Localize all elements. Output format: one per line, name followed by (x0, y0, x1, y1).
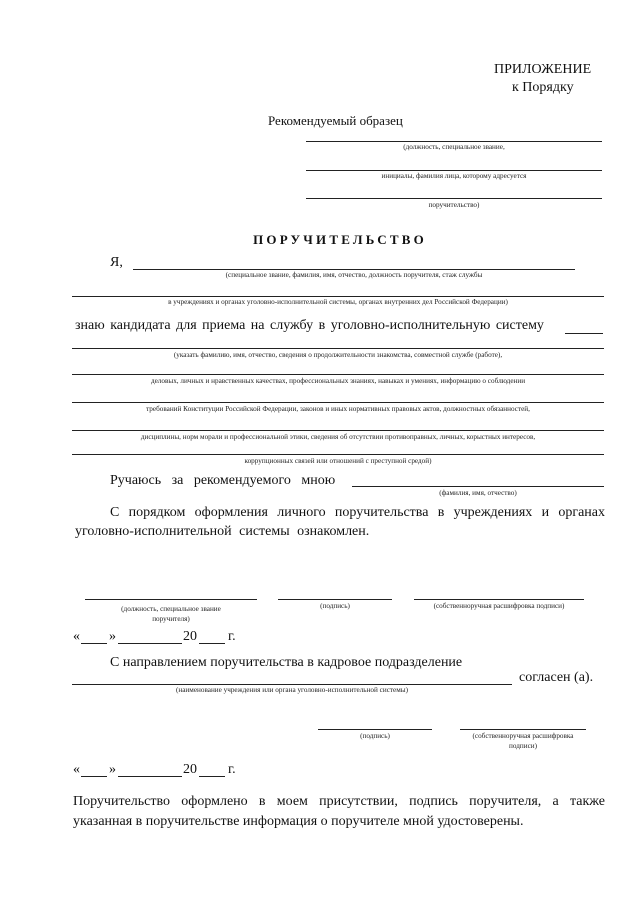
i-label: Я, (110, 255, 123, 270)
info-hint-3: требований Конституции Российской Федерации, законов и иных нормативных правовых актов, должностных обязанностей, (146, 405, 530, 413)
guarantor-position-hint-1: (должность, специальное звание (121, 605, 221, 613)
info-hint-5: коррупционных связей или отношений с преступной средой) (244, 457, 432, 465)
document-title: ПОРУЧИТЕЛЬСТВО (253, 232, 427, 247)
vouch-name-hint: (фамилия, имя, отчество) (439, 489, 517, 497)
guarantor-hint-1: (специальное звание, фамилия, имя, отчество, должность поручителя, стаж службы (225, 271, 483, 279)
date1-year-suffix: г. (228, 629, 236, 644)
date2-day-line[interactable] (81, 776, 107, 777)
hr-agree-text: согласен (а). (519, 670, 594, 685)
hr-org-line[interactable] (72, 684, 512, 685)
date2-year-suffix: г. (228, 762, 236, 777)
guarantor-transcript-hint: (собственноручная расшифровка подписи) (433, 602, 565, 610)
date1-close-quote: » (109, 629, 116, 644)
date2-open-quote: « (73, 762, 80, 777)
know-candidate-text: знаю кандидата для приема на службу в уголовно-исполнительную систему (75, 318, 544, 333)
addressee-line-3[interactable] (306, 198, 602, 199)
certification-paragraph: Поручительство оформлено в моем присутствии, подпись поручителя, а также указанная в поручительстве информация о поручителе мной удостоверены. (73, 794, 605, 829)
appendix-label: ПРИЛОЖЕНИЕ (494, 62, 592, 77)
guarantor-position-hint-2: поручителя) (152, 615, 190, 623)
hr-direction-text: С направлением поручительства в кадровое подразделение (110, 655, 463, 670)
hr-org-hint: (наименование учреждения или органа уголовно-исполнительной системы) (176, 686, 408, 694)
vouch-text: Ручаюсь за рекомендуемого мною (110, 473, 336, 488)
addressee-line-1[interactable] (306, 141, 602, 142)
addressee-hint-3: поручительство) (428, 201, 480, 209)
guarantor-position-line[interactable] (85, 599, 257, 600)
guarantor-signature-hint: (подпись) (320, 602, 350, 610)
hr-signature-hint: (подпись) (360, 732, 390, 740)
info-hint-2: деловых, личных и нравственных качествах, профессиональных знаниях, навыках и умениях, информацию о соблюдении (150, 377, 526, 385)
guarantor-signature-line[interactable] (278, 599, 392, 600)
info-hint-4: дисциплины, норм морали и профессиональной этики, сведения об отсутствии противоправных, личных, корыстных интересов, (140, 433, 536, 441)
info-line-4[interactable] (72, 430, 604, 431)
sample-label: Рекомендуемый образец (268, 113, 403, 128)
date2-month-line[interactable] (118, 776, 182, 777)
date2-year-line[interactable] (199, 776, 225, 777)
date1-open-quote: « (73, 629, 80, 644)
guarantor-line-2[interactable] (72, 296, 604, 297)
addressee-hint-1: (должность, специальное звание, (403, 143, 505, 151)
addressee-hint-2: инициалы, фамилия лица, которому адресуется (381, 172, 527, 180)
guarantor-hint-2: в учреждениях и органах уголовно-исполнительной системы, органах внутренних дел Российской Федерации) (168, 298, 508, 306)
info-hint-1: (указать фамилию, имя, отчество, сведения о продолжительности знакомства, совместной службе (работе), (173, 351, 503, 359)
hr-signature-line[interactable] (318, 729, 432, 730)
date2-year-prefix: 20 (183, 762, 197, 777)
date1-year-line[interactable] (199, 643, 225, 644)
guarantor-transcript-line[interactable] (414, 599, 584, 600)
info-line-2[interactable] (72, 374, 604, 375)
acquainted-paragraph: С порядком оформления личного поручительства в учреждениях и органах уголовно-исполнительной системы ознакомлен. (75, 505, 605, 539)
date2-close-quote: » (109, 762, 116, 777)
vouch-name-line[interactable] (352, 486, 604, 487)
procedure-ref: к Порядку (512, 80, 574, 95)
date1-day-line[interactable] (81, 643, 107, 644)
info-line-5[interactable] (72, 454, 604, 455)
guarantor-line-1[interactable] (133, 269, 575, 270)
info-line-1[interactable] (72, 348, 604, 349)
addressee-line-2[interactable] (306, 170, 602, 171)
date1-year-prefix: 20 (183, 629, 197, 644)
info-line-3[interactable] (72, 402, 604, 403)
hr-transcript-line[interactable] (460, 729, 586, 730)
hr-transcript-hint-1: (собственноручная расшифровка (472, 732, 574, 740)
hr-transcript-hint-2: подписи) (508, 742, 537, 750)
candidate-line-inline[interactable] (565, 333, 603, 334)
date1-month-line[interactable] (118, 643, 182, 644)
